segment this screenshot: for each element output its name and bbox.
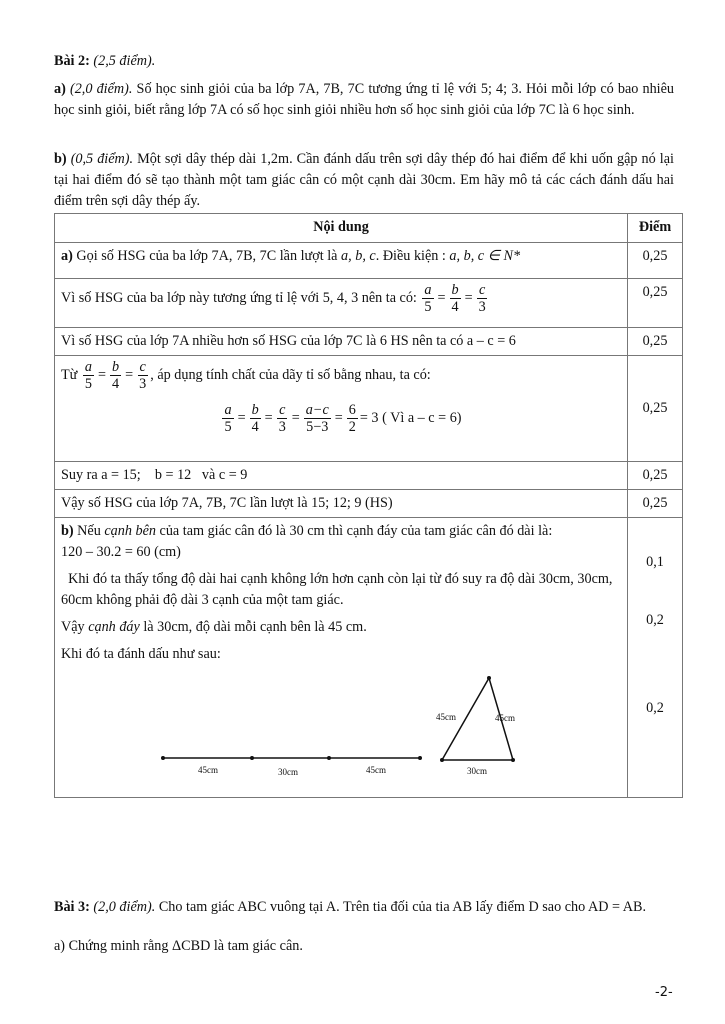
bai3-statement	[54, 897, 674, 918]
row-content	[55, 518, 628, 798]
fraction-b-4	[450, 282, 461, 315]
row-content	[55, 243, 628, 279]
segment-label: 45cm	[198, 765, 218, 775]
row-vars: a, b, c	[341, 248, 376, 264]
row-score: 0,25	[628, 356, 683, 462]
fraction-a-5	[83, 359, 94, 392]
row-content: Vậy số HSG của lớp 7A, 7B, 7C lần lượt là 15; 12; 9 (HS)	[55, 490, 628, 518]
table-row	[55, 243, 683, 279]
table-row	[55, 328, 683, 356]
bai2-part-b	[54, 149, 674, 212]
part-a-label: a)	[54, 81, 66, 97]
row-score: 0,25	[628, 243, 683, 279]
denominator: 5−3	[306, 419, 329, 435]
text-italic: cạnh đáy	[88, 619, 140, 635]
fraction-b-4	[250, 402, 261, 435]
score-3: 0,2	[646, 700, 664, 716]
part-a-text: Số học sinh giỏi của ba lớp 7A, 7B, 7C tương ứng tỉ lệ với 5; 4; 3. Hỏi mỗi lớp có bao nhiêu học sinh giỏi, biết rằng lớp 7A có số học sinh giỏi nhiều hơn số học sinh giỏi của lớp 7C là 6 học sinh.	[54, 81, 674, 118]
fraction-b-4	[110, 359, 121, 392]
denominator: 3	[478, 299, 486, 315]
bai3-text: Cho tam giác ABC vuông tại A. Trên tia đối của tia AB lấy điểm D sao cho AD = AB.	[155, 899, 647, 915]
numerator: c	[479, 282, 486, 298]
table-row	[55, 462, 683, 490]
table-row	[55, 279, 683, 328]
fraction-c-3	[137, 359, 148, 392]
part-b-points: (0,5 điểm).	[70, 151, 134, 167]
marking-intro: Khi đó ta đánh dấu như sau:	[61, 646, 221, 662]
part-b-label: b)	[54, 151, 67, 167]
row-prefix: Từ	[61, 366, 81, 383]
wire-line	[161, 756, 422, 777]
denominator: 5	[224, 419, 232, 435]
row-cond-math: a, b, c ∈ N*	[449, 248, 521, 264]
table-row-b	[55, 518, 683, 798]
numerator: b	[112, 359, 120, 375]
denominator: 3	[139, 376, 147, 392]
bai3-part-a: a) Chứng minh rằng ΔCBD là tam giác cân.	[54, 938, 303, 954]
base-label: 30cm	[467, 766, 487, 776]
denominator: 4	[451, 299, 459, 315]
bai2-part-a	[54, 79, 674, 121]
numerator: c	[139, 359, 146, 375]
row-text: Gọi số HSG của ba lớp 7A, 7B, 7C lần lượt là	[72, 248, 342, 264]
row-score-group	[628, 518, 683, 798]
part-b-text: Một sợi dây thép dài 1,2m. Cần đánh dấu trên sợi dây thép đó hai điểm để khi uốn gập nó lại tại hai điểm đó sẽ tạo thành một tam giác cân có một cạnh dài 30cm. Em hãy mô tả các cách đánh dấu hai điểm trên sợi dây thép ấy.	[54, 151, 674, 209]
denominator: 4	[112, 376, 120, 392]
numerator: b	[451, 282, 459, 298]
numerator: c	[279, 402, 286, 418]
answer-table	[54, 213, 683, 798]
wire-triangle-diagram	[61, 669, 621, 789]
segment-label: 45cm	[366, 765, 386, 775]
row-content: Vì số HSG của ba lớp này tương ứng tỉ lệ với 5, 4, 3 nên ta có: $\frac{a}{5}$ = $\frac{b}{4}$ = $\frac{c}{3}$	[55, 279, 628, 328]
row-text: Vì số HSG của ba lớp này tương ứng tỉ lệ với 5, 4, 3 nên ta có:	[61, 289, 421, 306]
text: là 30cm, độ dài mỗi cạnh bên là 45 cm.	[139, 619, 367, 635]
bai3-heading: Bài 3:	[54, 899, 90, 915]
numerator: b	[251, 402, 259, 418]
row-suffix: , áp dụng tính chất của dãy tỉ số bằng nhau, ta có:	[150, 366, 431, 383]
row-label: a)	[61, 248, 73, 264]
header-content: Nội dung	[55, 214, 628, 243]
row-score: 0,25	[628, 279, 683, 328]
bai2-heading-line	[54, 51, 674, 72]
numerator: a−c	[305, 402, 329, 418]
calc-line: 120 – 30.2 = 60 (cm)	[61, 544, 181, 560]
text: của tam giác cân đó là 30 cm thì cạnh đáy của tam giác cân đó dài là:	[155, 523, 553, 539]
numerator: a	[84, 359, 92, 375]
explanation: Khi đó ta thấy tổng độ dài hai cạnh không lớn hơn cạnh còn lại từ đó suy ra độ dài 30cm, 30cm, 60cm không phải độ dài 3 cạnh của một tam giác.	[61, 571, 617, 608]
numerator: a	[224, 402, 232, 418]
bai3-points: (2,0 điểm).	[93, 899, 156, 915]
denominator: 5	[84, 376, 92, 392]
table-header-row	[55, 214, 683, 243]
numerator: a	[424, 282, 432, 298]
page-number: -2-	[655, 985, 673, 1000]
side-label-right: 45cm	[495, 713, 515, 723]
numerator: 6	[348, 402, 356, 418]
row-label: b)	[61, 523, 74, 539]
header-score: Điểm	[628, 214, 683, 243]
row-content: Suy ra a = 15; b = 12 và c = 9	[55, 462, 628, 490]
text: Vậy	[61, 619, 89, 635]
text: Nếu	[73, 523, 105, 539]
formula-note: ( Vì a – c = 6)	[378, 409, 462, 426]
formula-result: = 3	[359, 409, 379, 426]
fraction-c-3	[477, 282, 488, 315]
table-row	[55, 490, 683, 518]
row-content: Vì số HSG của lớp 7A nhiều hơn số HSG của lớp 7C là 6 HS nên ta có a – c = 6	[55, 328, 628, 356]
part-a-points: (2,0 điểm).	[69, 81, 133, 97]
denominator: 2	[348, 419, 356, 435]
fraction-a-minus-c	[304, 402, 331, 435]
fraction-6-2	[347, 402, 358, 435]
bai2-points: (2,5 điểm).	[93, 53, 156, 69]
table-row	[55, 356, 683, 462]
text-italic: cạnh bên	[104, 523, 156, 539]
fraction-a-5	[222, 402, 233, 435]
fraction-a-5	[422, 282, 433, 315]
ratio-formula: $\frac{a}{5}$ = $\frac{b}{4}$ = $\frac{c}{3}$ = $\frac{a-c}{5-3}$ = $\frac{6}{2}$ = 3 ( Vì a – c = 6)	[224, 402, 462, 435]
bai2-heading: Bài 2:	[54, 53, 90, 69]
segment-label: 30cm	[278, 767, 298, 777]
denominator: 5	[424, 299, 432, 315]
row-cond: . Điều kiện :	[375, 248, 450, 264]
score-2: 0,2	[646, 612, 664, 628]
row-content: Từ $\frac{a}{5}$ = $\frac{b}{4}$ = $\frac{c}{3}$ , áp dụng tính chất của dãy tỉ số bằng nhau, ta có: $\frac{a}{5}$ = $\frac{b}{4}$ = $\frac{c}{3}$ = $\frac{a-c}{5-3}$ = $\frac{6}{2}$ = 3 ( Vì a – c = 6)	[55, 356, 628, 462]
denominator: 4	[251, 419, 259, 435]
denominator: 3	[278, 419, 286, 435]
row-score: 0,25	[628, 462, 683, 490]
row-score: 0,25	[628, 490, 683, 518]
side-label-left: 45cm	[436, 712, 456, 722]
isosceles-triangle	[436, 676, 515, 776]
score-1: 0,1	[646, 554, 664, 570]
row-score: 0,25	[628, 328, 683, 356]
fraction-c-3	[277, 402, 288, 435]
